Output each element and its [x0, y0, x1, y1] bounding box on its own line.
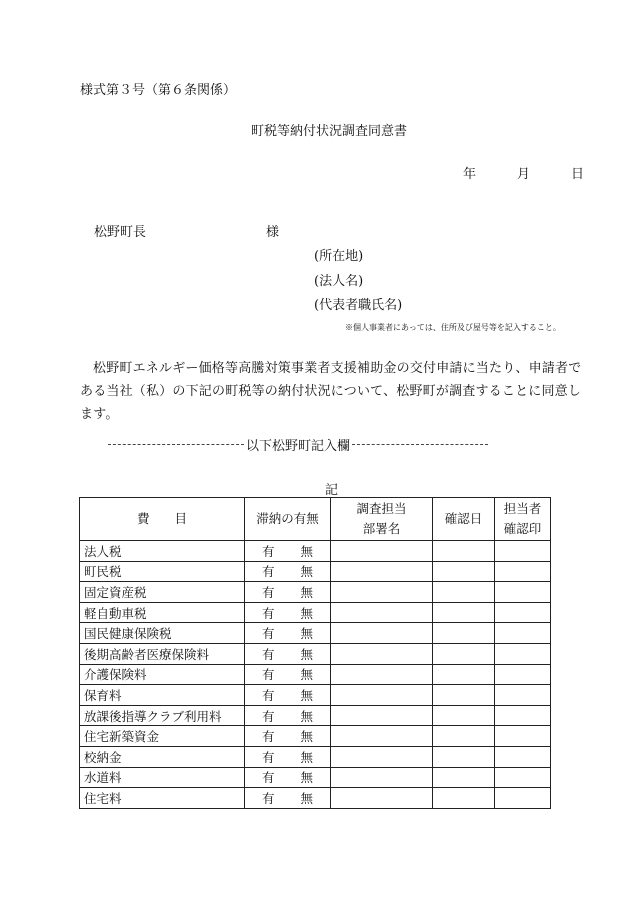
sole-proprietor-note: ※個人事業者にあっては、住所及び屋号等を記入すること。 — [345, 323, 561, 332]
row-item-name: 水道料 — [80, 767, 245, 788]
arrears-cell[interactable] — [245, 685, 331, 706]
arrears-no-option[interactable]: 無 — [300, 729, 314, 745]
confirm-date-cell[interactable] — [433, 746, 495, 767]
department-cell[interactable] — [331, 788, 433, 809]
officer-seal-cell[interactable] — [495, 767, 551, 788]
date-month-label: 月 — [517, 167, 531, 182]
arrears-cell[interactable] — [245, 726, 331, 747]
arrears-yes-option[interactable]: 有 — [261, 605, 275, 621]
arrears-yes-option[interactable]: 有 — [261, 626, 275, 642]
table-row — [80, 726, 551, 747]
table-row — [80, 643, 551, 664]
confirm-date-cell[interactable] — [433, 602, 495, 623]
confirm-date-cell[interactable] — [433, 705, 495, 726]
addressee-honorific: 様 — [266, 225, 280, 240]
officer-seal-cell[interactable] — [495, 746, 551, 767]
address-field-label: (所在地) — [314, 249, 364, 264]
corporate-name-field-label: (法人名) — [314, 274, 364, 289]
record-label: 記 — [325, 483, 339, 498]
officer-seal-cell[interactable] — [495, 582, 551, 603]
date-day-label: 日 — [571, 167, 585, 182]
header-officer-seal — [495, 498, 551, 541]
arrears-cell[interactable] — [245, 541, 331, 562]
department-cell[interactable] — [331, 561, 433, 582]
officer-seal-cell[interactable] — [495, 788, 551, 809]
table-row — [80, 561, 551, 582]
office-use-divider — [108, 436, 488, 452]
row-item-name: 後期高齢者医療保険料 — [80, 643, 245, 664]
row-item-name: 住宅新築資金 — [80, 726, 245, 747]
row-item-name: 国民健康保険税 — [80, 623, 245, 644]
arrears-no-option[interactable]: 無 — [300, 667, 314, 683]
arrears-no-option[interactable]: 無 — [300, 584, 314, 600]
officer-seal-cell[interactable] — [495, 561, 551, 582]
tax-status-table — [79, 497, 551, 809]
confirm-date-cell[interactable] — [433, 623, 495, 644]
arrears-no-option[interactable]: 無 — [300, 564, 314, 580]
office-use-label: 以下松野町記入欄 — [246, 438, 351, 454]
row-item-name: 校納金 — [80, 746, 245, 767]
table-row — [80, 582, 551, 603]
row-item-name: 住宅料 — [80, 788, 245, 809]
confirm-date-cell[interactable] — [433, 726, 495, 747]
table-row — [80, 746, 551, 767]
officer-seal-cell[interactable] — [495, 541, 551, 562]
department-cell[interactable] — [331, 705, 433, 726]
confirm-date-cell[interactable] — [433, 664, 495, 685]
document-title: 町税等納付状況調査同意書 — [251, 124, 408, 139]
addressee-name: 松野町長 — [94, 225, 147, 240]
officer-seal-cell[interactable] — [495, 685, 551, 706]
arrears-no-option[interactable]: 無 — [300, 605, 314, 621]
confirm-date-cell[interactable] — [433, 767, 495, 788]
row-item-name: 町民税 — [80, 561, 245, 582]
confirm-date-cell[interactable] — [433, 643, 495, 664]
department-cell[interactable] — [331, 664, 433, 685]
arrears-cell[interactable] — [245, 561, 331, 582]
arrears-yes-option[interactable]: 有 — [261, 564, 275, 580]
confirm-date-cell[interactable] — [433, 788, 495, 809]
arrears-yes-option[interactable]: 有 — [261, 770, 275, 786]
consent-statement: 松野町エネルギー価格等高騰対策事業者支援補助金の交付申請に当たり、申請者である当社（私）の下記の町税等の納付状況について、松野町が調査することに同意します。 — [80, 361, 582, 422]
arrears-cell[interactable] — [245, 767, 331, 788]
table-row — [80, 788, 551, 809]
table-row — [80, 623, 551, 644]
confirm-date-cell[interactable] — [433, 561, 495, 582]
arrears-no-option[interactable]: 無 — [300, 770, 314, 786]
row-item-name: 保育料 — [80, 685, 245, 706]
row-item-name: 介護保険料 — [80, 664, 245, 685]
arrears-cell[interactable] — [245, 664, 331, 685]
arrears-no-option[interactable]: 無 — [300, 708, 314, 724]
confirm-date-cell[interactable] — [433, 541, 495, 562]
table-row — [80, 767, 551, 788]
arrears-yes-option[interactable]: 有 — [261, 667, 275, 683]
arrears-no-option[interactable]: 無 — [300, 749, 314, 765]
arrears-cell[interactable] — [245, 746, 331, 767]
arrears-cell[interactable] — [245, 582, 331, 603]
header-department-line2: 部署名 — [362, 521, 401, 536]
arrears-yes-option[interactable]: 有 — [261, 543, 275, 559]
officer-seal-cell[interactable] — [495, 643, 551, 664]
header-item: 費 目 — [80, 498, 245, 541]
header-officer-line1: 担当者 — [503, 501, 542, 516]
confirm-date-cell[interactable] — [433, 685, 495, 706]
department-cell[interactable] — [331, 767, 433, 788]
department-cell[interactable] — [331, 623, 433, 644]
header-officer-line2: 確認印 — [503, 521, 542, 536]
officer-seal-cell[interactable] — [495, 705, 551, 726]
row-item-name: 放課後指導クラブ利用料 — [80, 705, 245, 726]
arrears-yes-option[interactable]: 有 — [261, 584, 275, 600]
arrears-cell[interactable] — [245, 643, 331, 664]
representative-field-label: (代表者職氏名) — [314, 298, 403, 313]
arrears-no-option[interactable]: 無 — [300, 543, 314, 559]
arrears-yes-option[interactable]: 有 — [261, 687, 275, 703]
table-row — [80, 705, 551, 726]
row-item-name: 法人税 — [80, 541, 245, 562]
arrears-yes-option[interactable]: 有 — [261, 749, 275, 765]
arrears-cell[interactable] — [245, 705, 331, 726]
department-cell[interactable] — [331, 685, 433, 706]
arrears-no-option[interactable]: 無 — [300, 646, 314, 662]
arrears-yes-option[interactable]: 有 — [261, 646, 275, 662]
header-department — [331, 498, 433, 541]
department-cell[interactable] — [331, 602, 433, 623]
row-item-name: 固定資産税 — [80, 582, 245, 603]
officer-seal-cell[interactable] — [495, 623, 551, 644]
arrears-cell[interactable] — [245, 788, 331, 809]
dashed-line-left — [108, 444, 244, 445]
table-row — [80, 685, 551, 706]
officer-seal-cell[interactable] — [495, 726, 551, 747]
department-cell[interactable] — [331, 746, 433, 767]
header-confirm-date: 確認日 — [433, 498, 495, 541]
row-item-name: 軽自動車税 — [80, 602, 245, 623]
arrears-yes-option[interactable]: 有 — [261, 708, 275, 724]
arrears-cell[interactable] — [245, 623, 331, 644]
table-row — [80, 541, 551, 562]
department-cell[interactable] — [331, 726, 433, 747]
arrears-no-option[interactable]: 無 — [300, 626, 314, 642]
arrears-no-option[interactable]: 無 — [300, 687, 314, 703]
officer-seal-cell[interactable] — [495, 602, 551, 623]
table-row — [80, 664, 551, 685]
table-row — [80, 602, 551, 623]
form-number: 様式第３号（第６条関係） — [80, 83, 237, 98]
arrears-yes-option[interactable]: 有 — [261, 790, 275, 806]
header-department-line1: 調査担当 — [356, 501, 407, 516]
table-header-row — [80, 498, 551, 541]
department-cell[interactable] — [331, 541, 433, 562]
header-arrears: 滞納の有無 — [245, 498, 331, 541]
officer-seal-cell[interactable] — [495, 664, 551, 685]
dashed-line-right — [352, 444, 488, 445]
arrears-cell[interactable] — [245, 602, 331, 623]
arrears-no-option[interactable]: 無 — [300, 790, 314, 806]
department-cell[interactable] — [331, 643, 433, 664]
department-cell[interactable] — [331, 582, 433, 603]
confirm-date-cell[interactable] — [433, 582, 495, 603]
date-year-label: 年 — [463, 167, 477, 182]
arrears-yes-option[interactable]: 有 — [261, 729, 275, 745]
